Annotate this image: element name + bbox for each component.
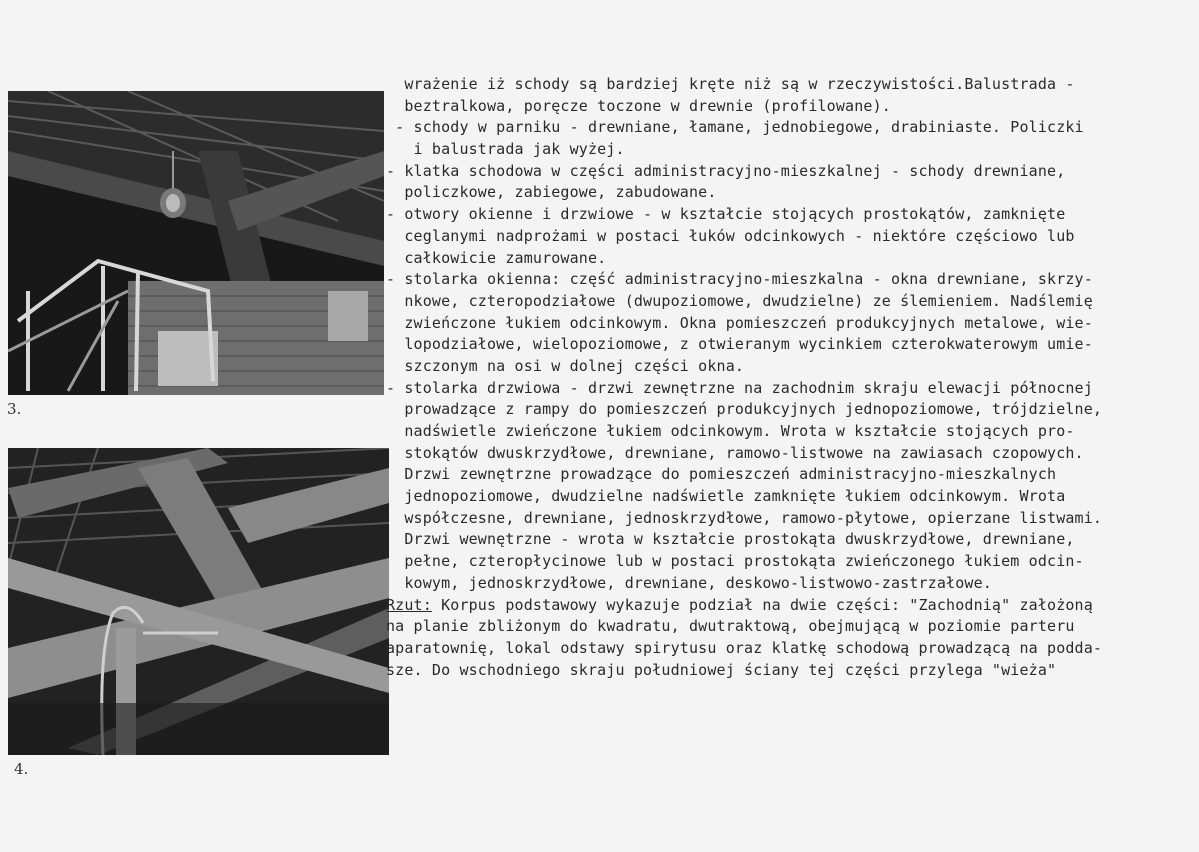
text-line: - otwory okienne i drzwiowe - w kształcie stojących prostokątów, zamknięte xyxy=(386,205,1066,224)
text-line: nkowe, czteropodziałowe (dwupoziomowe, dwudzielne) ze ślemieniem. Nadślemię xyxy=(386,291,1093,310)
text-line: współczesne, drewniane, jednoskrzydłowe, ramowo-płytowe, opierzane listwami. xyxy=(386,508,1103,527)
photo-3-image xyxy=(8,91,384,395)
text-line: policzkowe, zabiegowe, zabudowane. xyxy=(386,183,717,202)
rzut-first-line xyxy=(386,595,1192,617)
text-line: - stolarka drzwiowa - drzwi zewnętrzne na zachodnim skraju elewacji północnej xyxy=(386,378,1093,397)
text-line: Drzwi zewnętrzne prowadzące do pomieszczeń administracyjno-mieszkalnych xyxy=(386,465,1057,484)
photo-4-image xyxy=(8,448,389,755)
text-line: beztralkowa, poręcze toczone w drewnie (profilowane). xyxy=(386,96,891,115)
text-line: kowym, jednoskrzydłowe, drewniane, deskowo-listwowo-zastrzałowe. xyxy=(386,573,992,592)
text-line: sze. Do wschodniego skraju południowej ściany tej części przylega "wieża" xyxy=(386,660,1057,679)
text-line: - schody w parniku - drewniane, łamane, jednobiegowe, drabiniaste. Policzki xyxy=(386,118,1084,137)
text-line: lopodziałowe, wielopoziomowe, z otwieranym wycinkiem czterokwaterowym umie- xyxy=(386,335,1093,354)
text-line: jednopoziomowe, dwudzielne nadświetle zamknięte łukiem odcinkowym. Wrota xyxy=(386,487,1066,506)
text-line: aparatownię, lokal odstawy spirytusu oraz klatkę schodową prowadzącą na podda- xyxy=(386,638,1103,657)
text-line: pełne, czteropłycinowe lub w postaci prostokąta zwieńczonego łukiem odcin- xyxy=(386,552,1084,571)
text-line: ceglanymi nadprożami w postaci łuków odcinkowych - niektóre częściowo lub xyxy=(386,226,1075,245)
rzut-label: Rzut: xyxy=(386,595,432,614)
text-line: Drzwi wewnętrzne - wrota w kształcie prostokąta dwuskrzydłowe, drewniane, xyxy=(386,530,1075,549)
rzut-first-line-text: Korpus podstawowy wykazuje podział na dwie części: "Zachodnią" założoną xyxy=(431,595,1093,614)
text-line: nadświetle zwieńczone łukiem odcinkowym. Wrota w kształcie stojących pro- xyxy=(386,422,1075,440)
text-line: stokątów dwuskrzydłowe, drewniane, ramowo-listwowe na zawiasach czopowych. xyxy=(386,443,1084,462)
photo-3-number: 3. xyxy=(7,400,22,418)
text-line: szczonym na osi w dolnej części okna. xyxy=(386,356,745,375)
photo-4-number: 4. xyxy=(14,760,29,778)
text-line: na planie zbliżonym do kwadratu, dwutraktową, obejmującą w poziomie parteru xyxy=(386,617,1075,636)
text-line: zwieńczone łukiem odcinkowym. Okna pomieszczeń produkcyjnych metalowe, wie- xyxy=(386,313,1093,332)
photo-ceiling-lamp xyxy=(8,91,384,395)
text-line: - klatka schodowa w części administracyjno-mieszkalnej - schody drewniane, xyxy=(386,161,1066,180)
text-line: prowadzące z rampy do pomieszczeń produkcyjnych jednopoziomowe, trójdzielne, xyxy=(386,400,1103,419)
photo-roof-trusses xyxy=(8,448,389,755)
text-line: i balustrada jak wyżej. xyxy=(386,140,625,159)
typewritten-text xyxy=(386,74,1192,681)
text-line: - stolarka okienna: część administracyjno-mieszkalna - okna drewniane, skrzy- xyxy=(386,270,1093,289)
text-line: całkowicie zamurowane. xyxy=(386,248,607,267)
text-line: wrażenie iż schody są bardziej kręte niż są w rzeczywistości.Balustrada - xyxy=(386,75,1075,93)
